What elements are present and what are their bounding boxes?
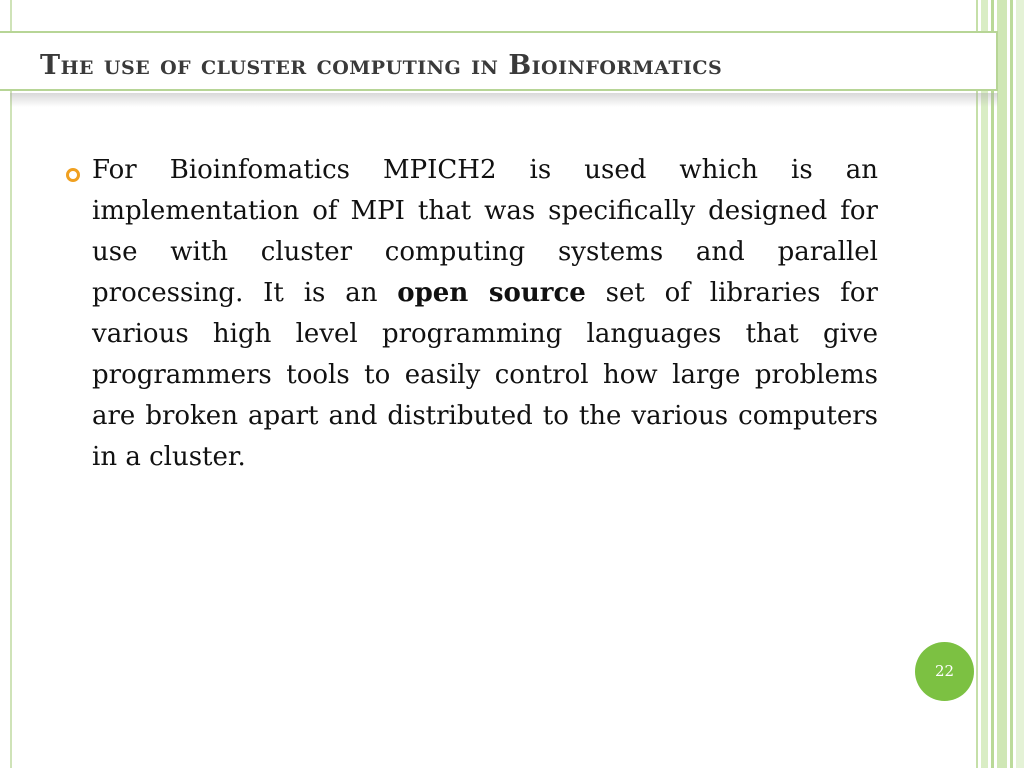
page-number-badge: 22	[915, 642, 974, 701]
left-border-line	[10, 0, 12, 768]
bullet-text-part-1: For Bioinfomatics MPICH2 is used which is an implementation of MPI that was specifically designed for use with cluster computing systems and parallel processing. It is an	[92, 155, 878, 308]
bullet-text	[92, 150, 878, 478]
right-decor-stripe	[1010, 0, 1013, 768]
title-shadow	[10, 93, 998, 107]
right-decor-stripe	[991, 0, 994, 768]
right-decor-stripe	[981, 0, 988, 768]
hollow-circle-bullet-icon	[66, 168, 80, 182]
right-decor-stripe	[997, 0, 1007, 768]
bullet-text-part-2: set of libraries for various high level programming languages that give programmers tools to easily control how large problems are broken apart and distributed to the various computers in a cluster.	[92, 278, 878, 472]
right-decor-stripe	[976, 0, 978, 768]
right-decor-stripe	[1016, 0, 1024, 768]
bullet-bold-text: open source	[397, 278, 586, 308]
slide-title: The use of cluster computing in Bioinformatics	[40, 50, 723, 81]
